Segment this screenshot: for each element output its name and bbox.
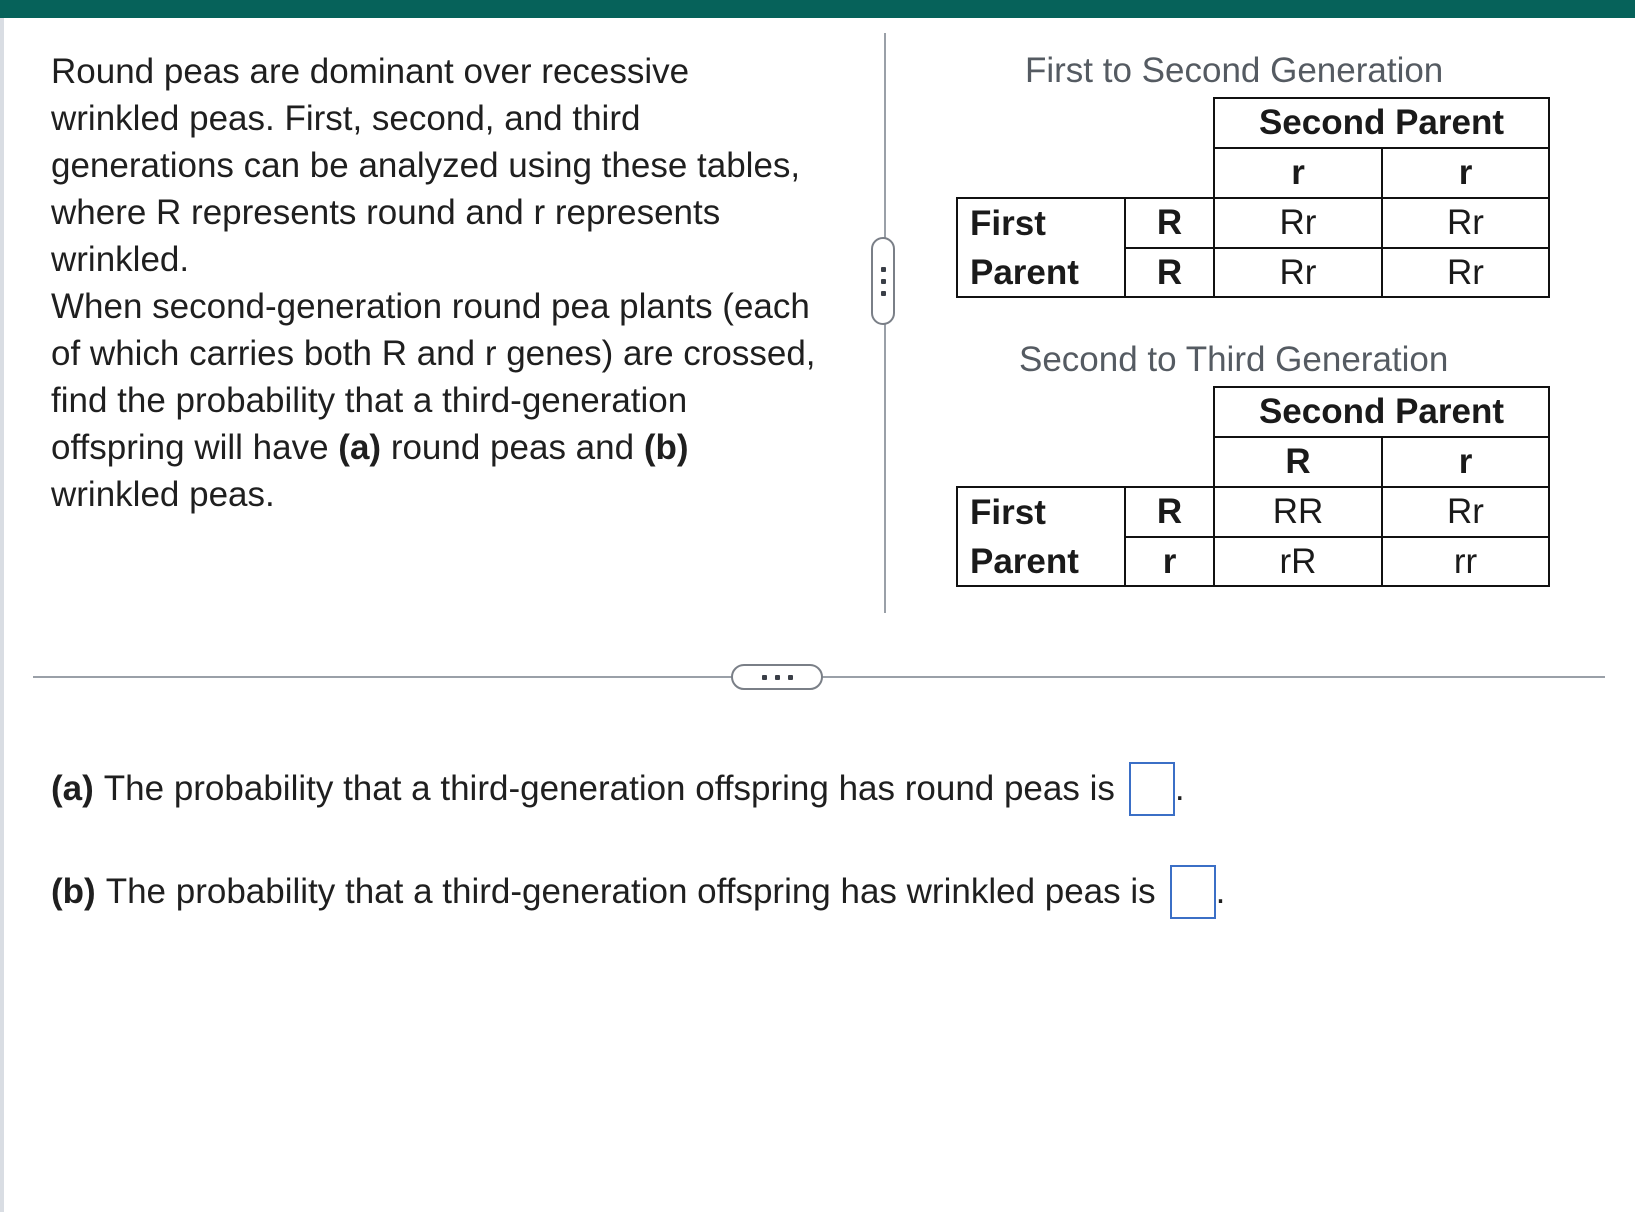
table1-cell: Rr bbox=[1381, 247, 1550, 298]
handle-dot-icon bbox=[881, 279, 886, 284]
table2-row-header-line2: Parent bbox=[970, 541, 1079, 581]
answer-b-period: . bbox=[1215, 872, 1226, 911]
problem-paragraph-2 bbox=[51, 283, 821, 518]
horizontal-resize-handle[interactable] bbox=[731, 664, 823, 690]
answer-a-period: . bbox=[1174, 769, 1185, 808]
table1-col-allele: r bbox=[1213, 147, 1383, 199]
table2-row-allele: r bbox=[1124, 536, 1215, 587]
problem-text-part: When second-generation round pea plants (each of which carries both R and r genes) are crossed, find the probability that a third-generation offspring will have bbox=[51, 287, 816, 467]
table1-row-header-line1: First bbox=[970, 203, 1046, 243]
part-a-label: (a) bbox=[338, 428, 382, 467]
table2-cell: rR bbox=[1213, 536, 1383, 587]
table2-row-allele: R bbox=[1124, 486, 1215, 538]
table2-col-allele: R bbox=[1213, 436, 1383, 488]
table2-row-header-line1: First bbox=[970, 492, 1046, 532]
table1-row-allele: R bbox=[1124, 197, 1215, 249]
problem-text-part: wrinkled peas. bbox=[51, 475, 275, 514]
top-bar bbox=[0, 0, 1635, 18]
handle-dot-icon bbox=[881, 267, 886, 272]
vertical-resize-handle[interactable] bbox=[871, 237, 895, 325]
table1-col-header: Second Parent bbox=[1213, 97, 1550, 149]
handle-dot-icon bbox=[881, 291, 886, 296]
problem-statement bbox=[51, 48, 821, 518]
answer-b-row bbox=[51, 865, 1225, 919]
handle-dot-icon bbox=[775, 675, 780, 680]
table1-row-header-line2: Parent bbox=[970, 252, 1079, 292]
left-edge bbox=[0, 18, 4, 1212]
table1-col-allele: r bbox=[1381, 147, 1550, 199]
answer-a-row bbox=[51, 762, 1185, 816]
table2-row-header bbox=[956, 486, 1126, 587]
answer-b-label: (b) bbox=[51, 872, 96, 911]
table2-cell: RR bbox=[1213, 486, 1383, 538]
table1-title: First to Second Generation bbox=[1025, 51, 1444, 90]
table2-cell: Rr bbox=[1381, 486, 1550, 538]
problem-paragraph-1: Round peas are dominant over recessive wrinkled peas. First, second, and third generations can be analyzed using these tables, where R represents round and r represents wrinkled. bbox=[51, 52, 801, 279]
table2-title: Second to Third Generation bbox=[1019, 340, 1449, 379]
table2-cell: rr bbox=[1381, 536, 1550, 587]
answer-b-text: The probability that a third-generation offspring has wrinkled peas is bbox=[105, 872, 1156, 911]
answer-a-input[interactable] bbox=[1129, 762, 1175, 816]
answer-a-text: The probability that a third-generation offspring has round peas is bbox=[103, 769, 1115, 808]
table2-col-allele: r bbox=[1381, 436, 1550, 488]
table1-cell: Rr bbox=[1381, 197, 1550, 249]
table1-cell: Rr bbox=[1213, 197, 1383, 249]
table1-row-allele: R bbox=[1124, 247, 1215, 298]
handle-dot-icon bbox=[788, 675, 793, 680]
table2-col-header: Second Parent bbox=[1213, 386, 1550, 438]
problem-text-part: round peas and bbox=[390, 428, 635, 467]
answer-b-input[interactable] bbox=[1170, 865, 1216, 919]
handle-dot-icon bbox=[762, 675, 767, 680]
table1-cell: Rr bbox=[1213, 247, 1383, 298]
part-b-label: (b) bbox=[643, 428, 689, 467]
answer-a-label: (a) bbox=[51, 769, 94, 808]
table1-row-header bbox=[956, 197, 1126, 298]
